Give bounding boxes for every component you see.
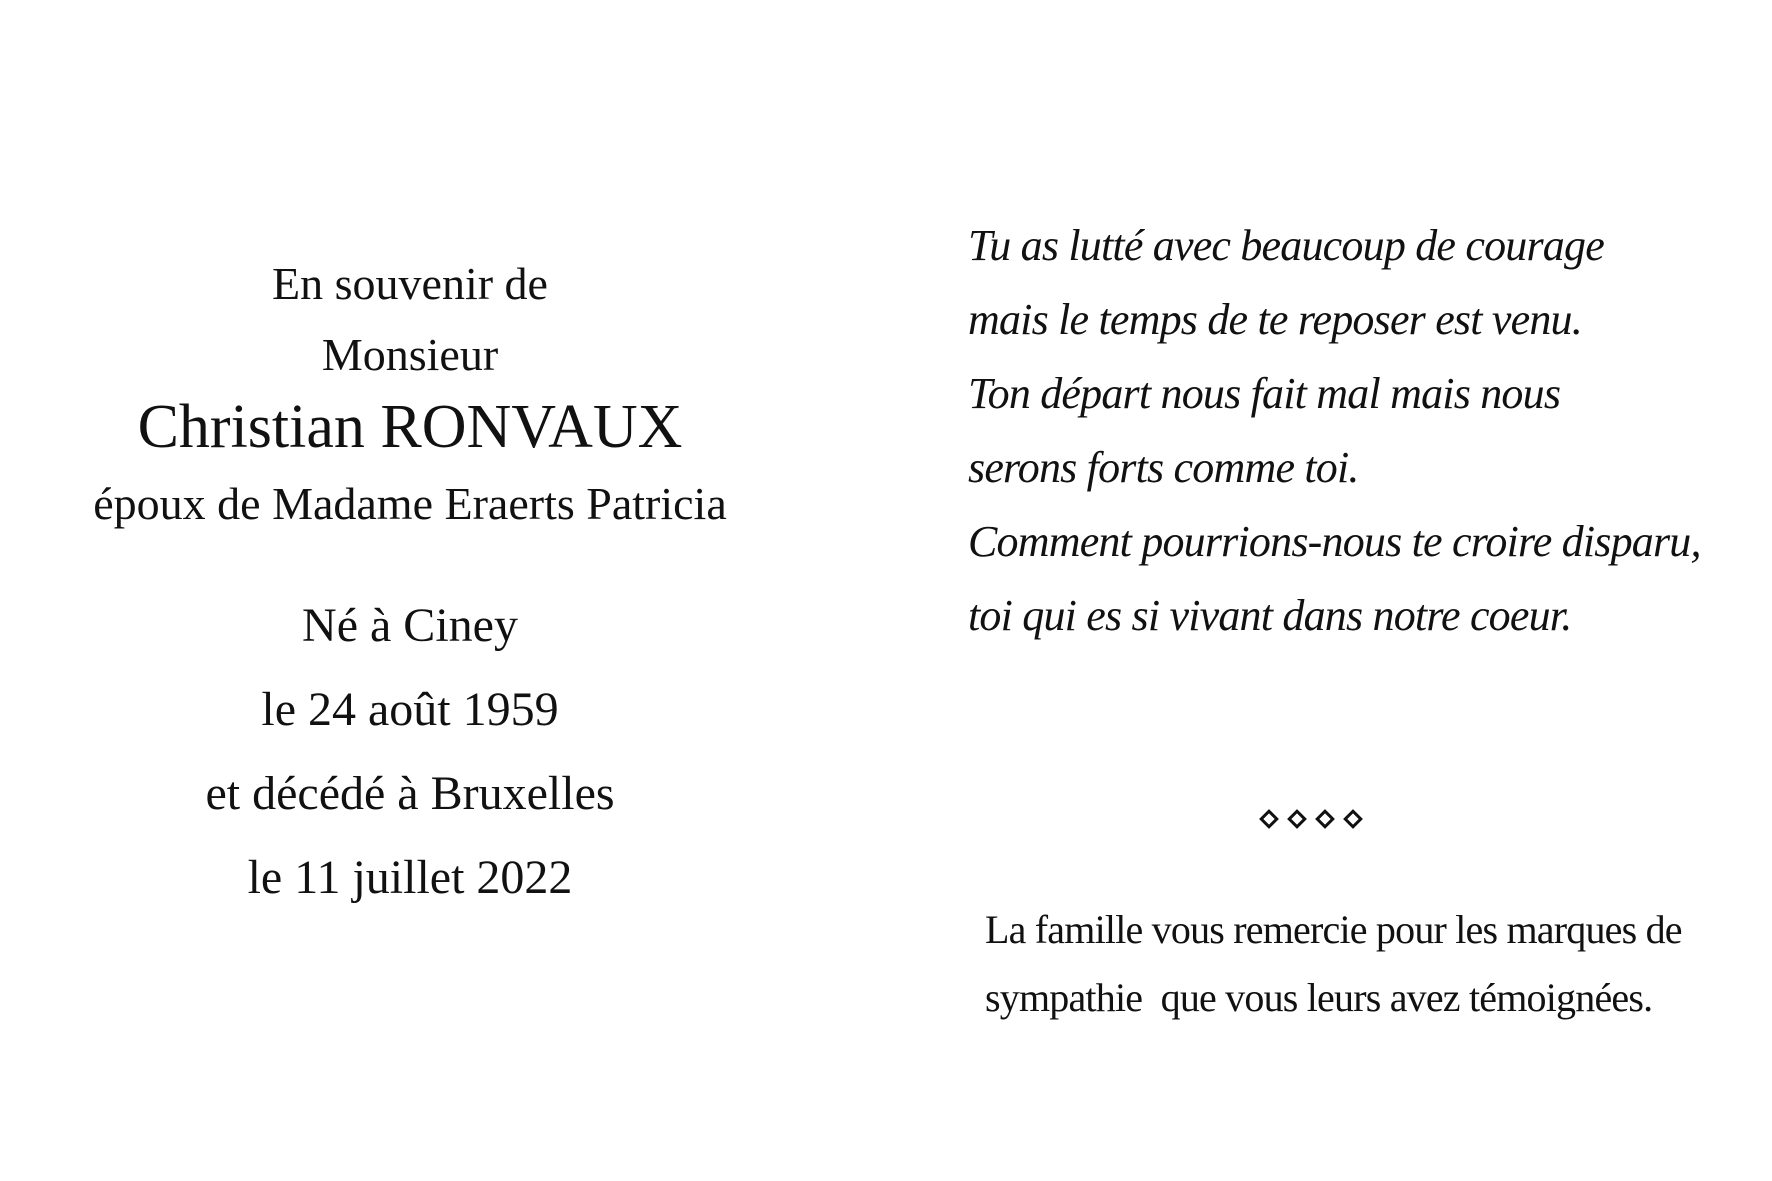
poem-line: toi qui es si vivant dans notre coeur. (968, 591, 1572, 640)
poem-line: Comment pourrions-nous te croire disparu, (968, 517, 1701, 566)
birth-date: le 24 août 1959 (261, 683, 559, 736)
poem-line: Tu as lutté avec beaucoup de courage (968, 221, 1604, 270)
title-line: Monsieur (321, 329, 499, 380)
spouse-line: époux de Madame Eraerts Patricia (93, 478, 727, 529)
deceased-name: Christian RONVAUX (137, 393, 683, 461)
diamond-icon (1259, 809, 1279, 829)
poem-line: mais le temps de te reposer est venu. (968, 295, 1582, 344)
diamond-icon (1287, 809, 1307, 829)
death-place: et décédé à Bruxelles (205, 767, 615, 820)
thanks-line: sympathie que vous leurs avez témoignées. (985, 975, 1653, 1020)
birth-place: Né à Ciney (302, 599, 518, 652)
thanks-line: La famille vous remercie pour les marques de (985, 907, 1682, 952)
four-diamonds-icon (1262, 812, 1360, 826)
intro-line: En souvenir de (272, 258, 548, 309)
diamond-icon (1343, 809, 1363, 829)
poem-line: serons forts comme toi. (968, 443, 1359, 492)
death-date: le 11 juillet 2022 (247, 851, 573, 904)
diamond-icon (1315, 809, 1335, 829)
poem-line: Ton départ nous fait mal mais nous (968, 369, 1561, 418)
